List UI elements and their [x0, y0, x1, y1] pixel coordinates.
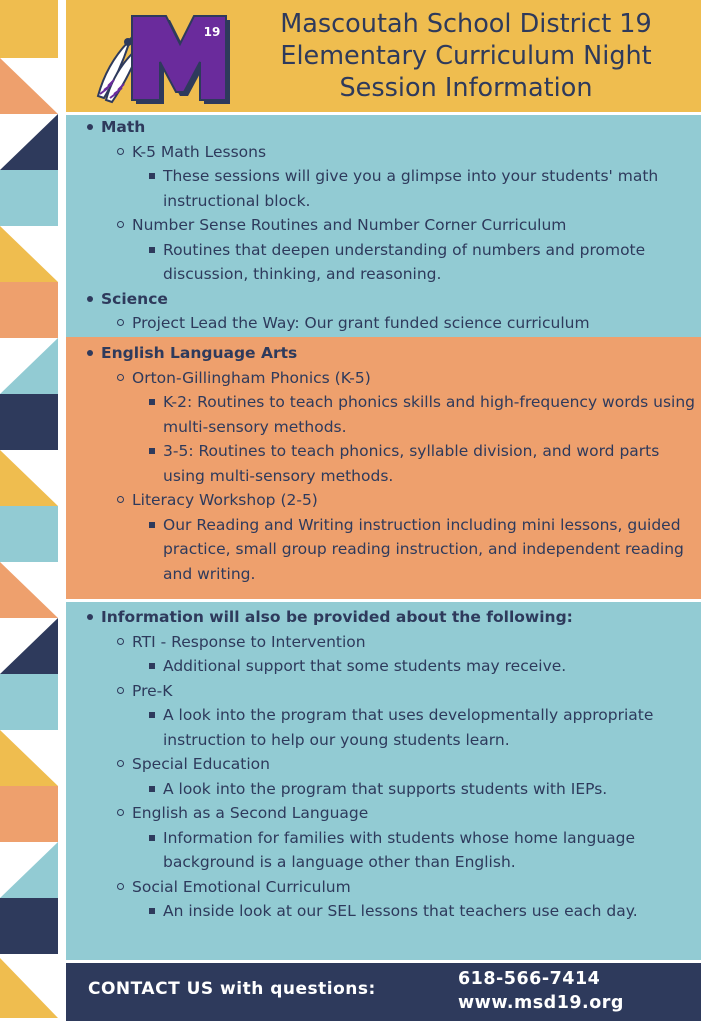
header-banner: [66, 0, 701, 112]
list-item-prek: Pre-K: [66, 679, 701, 704]
contact-label: CONTACT US with questions:: [88, 979, 376, 999]
list-item-literacy-detail: Our Reading and Writing instruction including mini lessons, guided practice, small group reading instruction, and independent reading and writing.: [66, 513, 701, 587]
list-item-k2: K-2: Routines to teach phonics skills and high-frequency words using multi-sensory methods.: [66, 390, 701, 439]
district-logo: [84, 4, 234, 110]
list-item-science: Science: [66, 287, 701, 312]
list-item-ela: English Language Arts: [66, 341, 701, 366]
title-line-event: Elementary Curriculum Night: [280, 41, 652, 71]
title-line-session: Session Information: [339, 73, 593, 103]
list-item-k5-math: K-5 Math Lessons: [66, 140, 701, 165]
page-title: [236, 8, 696, 104]
contact-phone[interactable]: 618-566-7414: [458, 969, 601, 989]
list-item-number-sense-detail: Routines that deepen understanding of numbers and promote discussion, thinking, and reasoning.: [66, 238, 701, 287]
list-item-esl-detail: Information for families with students whose home language background is a language other than English.: [66, 826, 701, 875]
list-item-orton: Orton-Gillingham Phonics (K-5): [66, 366, 701, 391]
geometric-pattern-icon: [0, 0, 58, 1024]
decorative-strip: [0, 0, 58, 1024]
contact-website-link[interactable]: www.msd19.org: [458, 993, 624, 1013]
list-item-k5-detail: These sessions will give you a glimpse into your students' math instructional block.: [66, 164, 701, 213]
list-item-sped-detail: A look into the program that supports students with IEPs.: [66, 777, 701, 802]
list-item-pltw: Project Lead the Way: Our grant funded science curriculum: [66, 311, 701, 336]
contact-footer: [66, 963, 701, 1021]
list-item-info: Information will also be provided about the following:: [66, 605, 701, 630]
list-item-sped: Special Education: [66, 752, 701, 777]
feather-m-logo-icon: [84, 4, 234, 110]
list-item-math: Math: [66, 115, 701, 140]
list-item-esl: English as a Second Language: [66, 801, 701, 826]
list-item-number-sense: Number Sense Routines and Number Corner Curriculum: [66, 213, 701, 238]
additional-info-section: [66, 602, 701, 960]
list-item-sel-detail: An inside look at our SEL lessons that teachers use each day.: [66, 899, 701, 924]
ela-section: [66, 337, 701, 599]
list-item-3-5: 3-5: Routines to teach phonics, syllable division, and word parts using multi-sensory methods.: [66, 439, 701, 488]
list-item-rti-detail: Additional support that some students may receive.: [66, 654, 701, 679]
list-item-sel: Social Emotional Curriculum: [66, 875, 701, 900]
logo-badge: 19: [203, 25, 221, 39]
title-line-district: Mascoutah School District 19: [280, 9, 652, 39]
math-science-section: [66, 115, 701, 337]
list-item-prek-detail: A look into the program that uses developmentally appropriate instruction to help our young students learn.: [66, 703, 701, 752]
list-item-rti: RTI - Response to Intervention: [66, 630, 701, 655]
list-item-literacy: Literacy Workshop (2-5): [66, 488, 701, 513]
